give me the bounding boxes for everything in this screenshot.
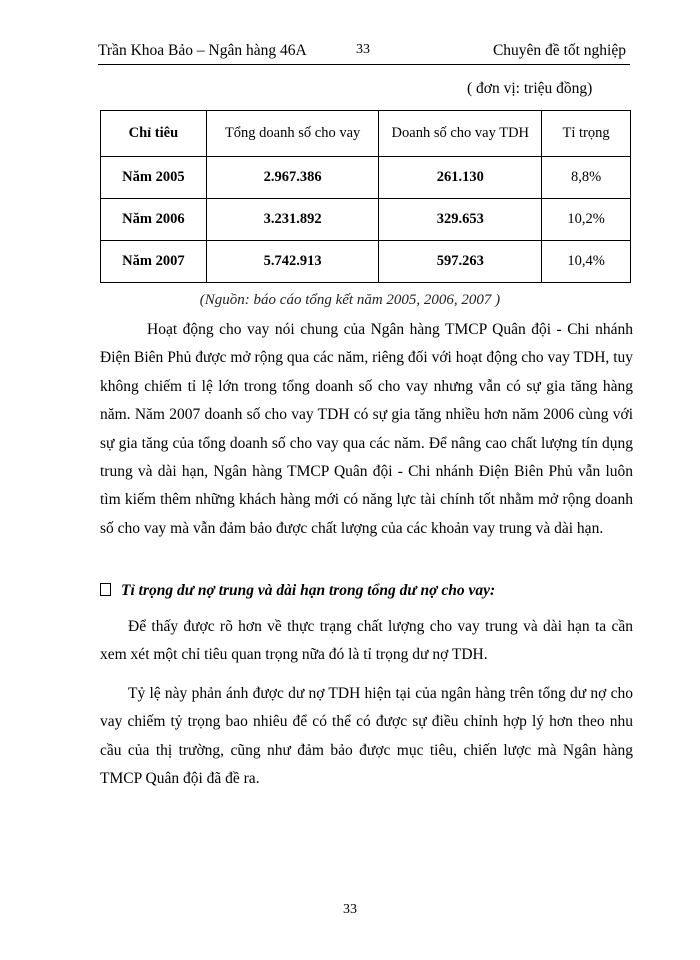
page-header — [98, 38, 630, 65]
section-heading-text: Tỉ trọng dư nợ trung và dài hạn trong tổng dư nợ cho vay: — [121, 582, 496, 599]
section-heading — [100, 582, 495, 600]
table-header-cell: Chỉ tiêu — [101, 111, 207, 157]
loan-table — [100, 110, 631, 283]
table-row — [101, 241, 631, 283]
tdh-cell: 597.263 — [379, 241, 542, 283]
table-header-row — [101, 111, 631, 157]
paragraph-text: Hoạt động cho vay nói chung của Ngân hàng TMCP Quân đội - Chi nhánh Điện Biên Phủ được mở rộng qua các năm, riêng đối với hoạt động cho vay TDH, tuy không chiếm tỉ lệ lớn trong tổng doanh số cho vay nhưng vẫn có sự gia tăng hàng năm. Năm 2007 doanh số cho vay TDH có sự gia tăng nhiều hơn năm 2006 cùng với sự gia tăng của tổng doanh số cho vay qua các năm. Để nâng cao chất lượng tín dụng trung và dài hạn, Ngân hàng TMCP Quân đội - Chi nhánh Điện Biên Phủ vẫn luôn tìm kiếm thêm những khách hàng mới có năng lực tài chính tốt nhằm mở rộng doanh số cho vay mà vẫn đảm bảo được chất lượng của các khoản vay trung và dài hạn. — [100, 321, 633, 537]
ratio-cell: 10,2% — [542, 199, 631, 241]
footer-page-number: 33 — [343, 902, 357, 917]
year-cell: Năm 2007 — [101, 241, 207, 283]
table-row — [101, 157, 631, 199]
paragraph-loan-activity — [100, 316, 633, 543]
ratio-cell: 10,4% — [542, 241, 631, 283]
source-note: (Nguồn: báo cáo tổng kết năm 2005, 2006, 2007 ) — [199, 292, 501, 308]
table-header-cell: Tỉ trọng — [542, 111, 631, 157]
total-cell: 2.967.386 — [206, 157, 379, 199]
header-title: Chuyên đề tốt nghiệp — [492, 42, 626, 59]
table-header-cell: Tổng doanh số cho vay — [206, 111, 379, 157]
year-cell: Năm 2006 — [101, 199, 207, 241]
total-cell: 5.742.913 — [206, 241, 379, 283]
table-header-cell: Doanh số cho vay TDH — [379, 111, 542, 157]
total-cell: 3.231.892 — [206, 199, 379, 241]
tdh-cell: 261.130 — [379, 157, 542, 199]
tdh-cell: 329.653 — [379, 199, 542, 241]
ratio-cell: 8,8% — [542, 157, 631, 199]
paragraph-ratio-intro: Để thấy được rõ hơn về thực trạng chất lượng cho vay trung và dài hạn ta cần xem xét một chỉ tiêu quan trọng nữa đó là tỉ trọng dư nợ TDH. — [100, 618, 633, 664]
header-page-number: 33 — [356, 42, 370, 57]
paragraph-ratio-meaning: Tỷ lệ này phản ánh được dư nợ TDH hiện tại của ngân hàng trên tổng dư nợ cho vay chiếm tỷ trọng bao nhiêu để có thể có được sự điều chỉnh hợp lý hơn theo nhu cầu của thị trường, cũng như đảm bảo được mục tiêu, chiến lược mà Ngân hàng TMCP Quân đội đã đề ra. — [100, 685, 633, 788]
checkbox-bullet-icon — [100, 583, 111, 596]
unit-note: ( đơn vị: triệu đồng) — [467, 80, 593, 97]
year-cell: Năm 2005 — [101, 157, 207, 199]
table-row — [101, 199, 631, 241]
header-author: Trần Khoa Bảo – Ngân hàng 46A — [98, 42, 307, 59]
